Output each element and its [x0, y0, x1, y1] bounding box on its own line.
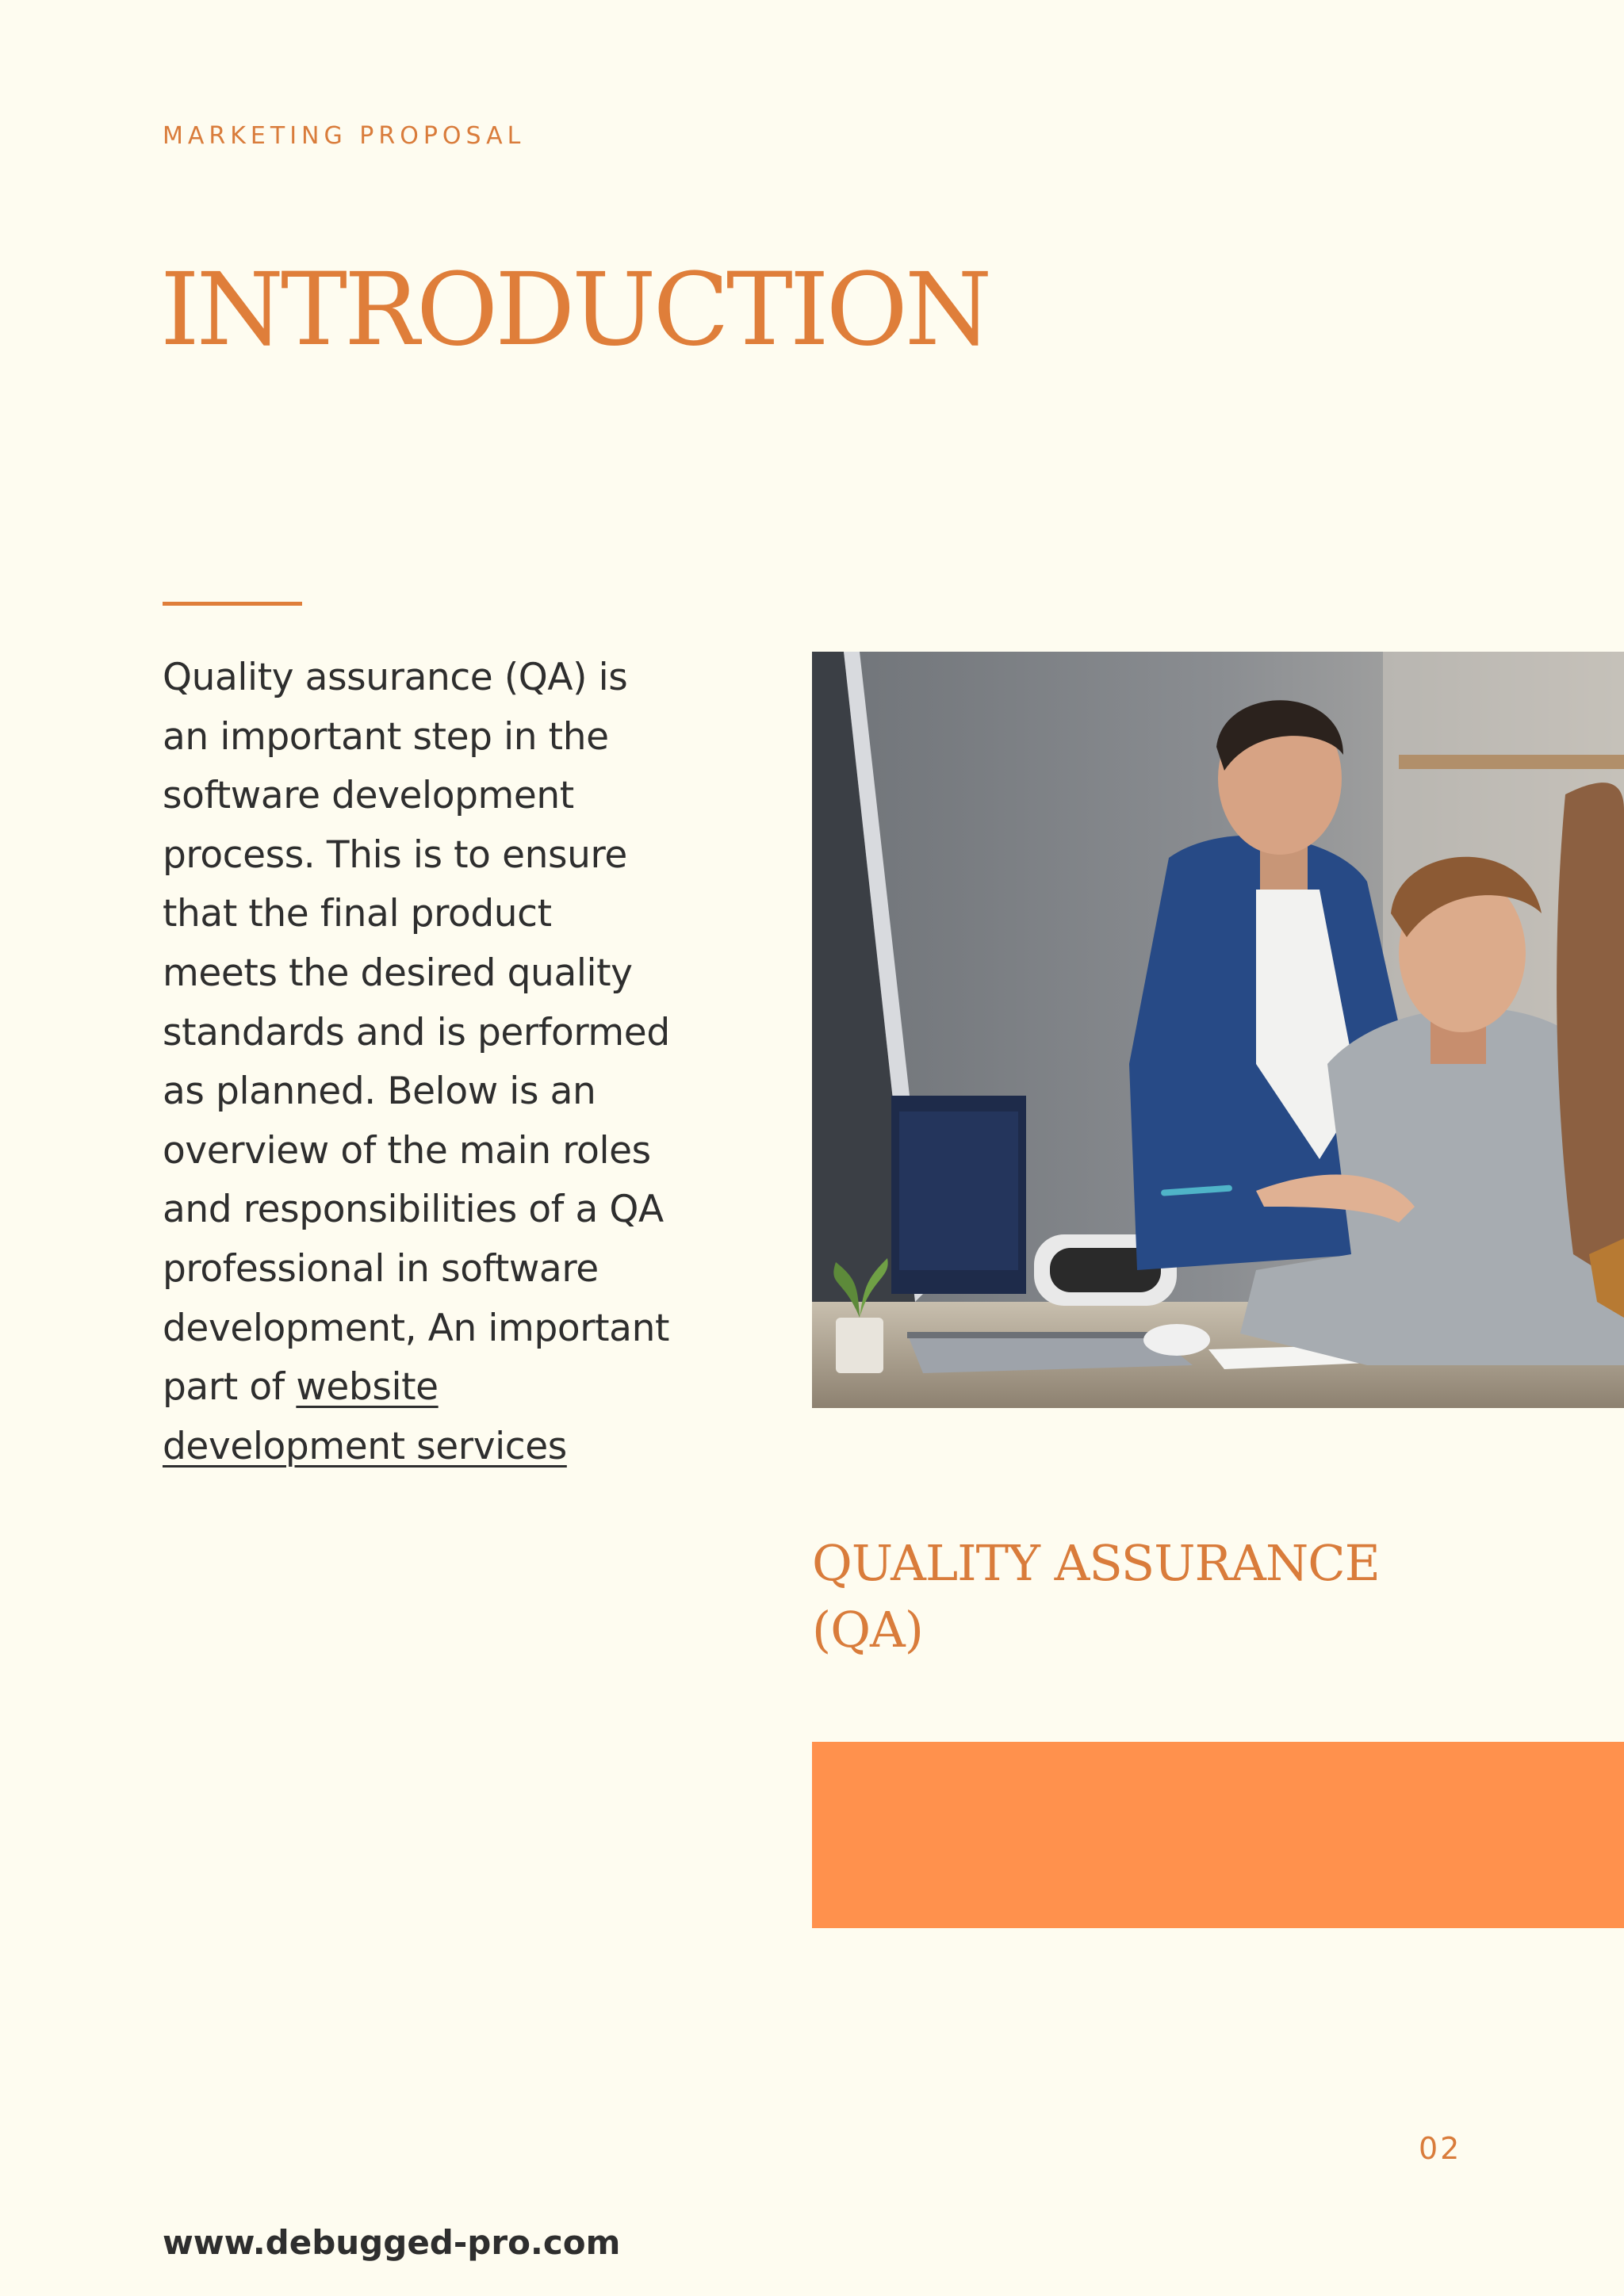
intro-link-prefix: part of [163, 1365, 297, 1410]
page-number: 02 [1419, 2131, 1462, 2166]
intro-line: meets the desired quality [163, 951, 633, 995]
intro-line: Quality assurance (QA) is [163, 656, 628, 699]
section-heading-line-1: QUALITY ASSURANCE [812, 1534, 1380, 1592]
page-title: INTRODUCTION [160, 251, 990, 368]
link-text-part-2: development services [163, 1424, 567, 1468]
intro-line: and responsibilities of a QA [163, 1188, 664, 1232]
document-kicker: MARKETING PROPOSAL [163, 122, 526, 150]
intro-link-line-2 [163, 1418, 733, 1477]
intro-line: an important step in the [163, 714, 609, 759]
team-photo-icon [812, 652, 1624, 1408]
intro-line: process. This is to ensure [163, 832, 627, 877]
website-development-services-link-continued[interactable] [163, 1425, 567, 1468]
website-development-services-link[interactable] [296, 1365, 438, 1409]
intro-line: professional in software [163, 1246, 599, 1291]
section-heading-line-2: (QA) [812, 1601, 923, 1659]
orange-accent-block [812, 1742, 1624, 1928]
intro-line: software development [163, 774, 574, 818]
intro-line: overview of the main roles [163, 1128, 651, 1173]
section-heading [812, 1530, 1380, 1663]
intro-line-with-link [163, 1358, 733, 1418]
footer-website-url: www.debugged-pro.com [163, 2223, 621, 2262]
accent-divider [163, 602, 302, 606]
intro-line: as planned. Below is an [163, 1070, 596, 1114]
intro-paragraph [163, 649, 733, 1476]
intro-line: that the final product [163, 892, 552, 936]
link-text-part-1: website [296, 1365, 439, 1410]
team-photo [812, 652, 1624, 1408]
intro-line: standards and is performed [163, 1010, 670, 1054]
intro-line: development, An important [163, 1306, 670, 1350]
